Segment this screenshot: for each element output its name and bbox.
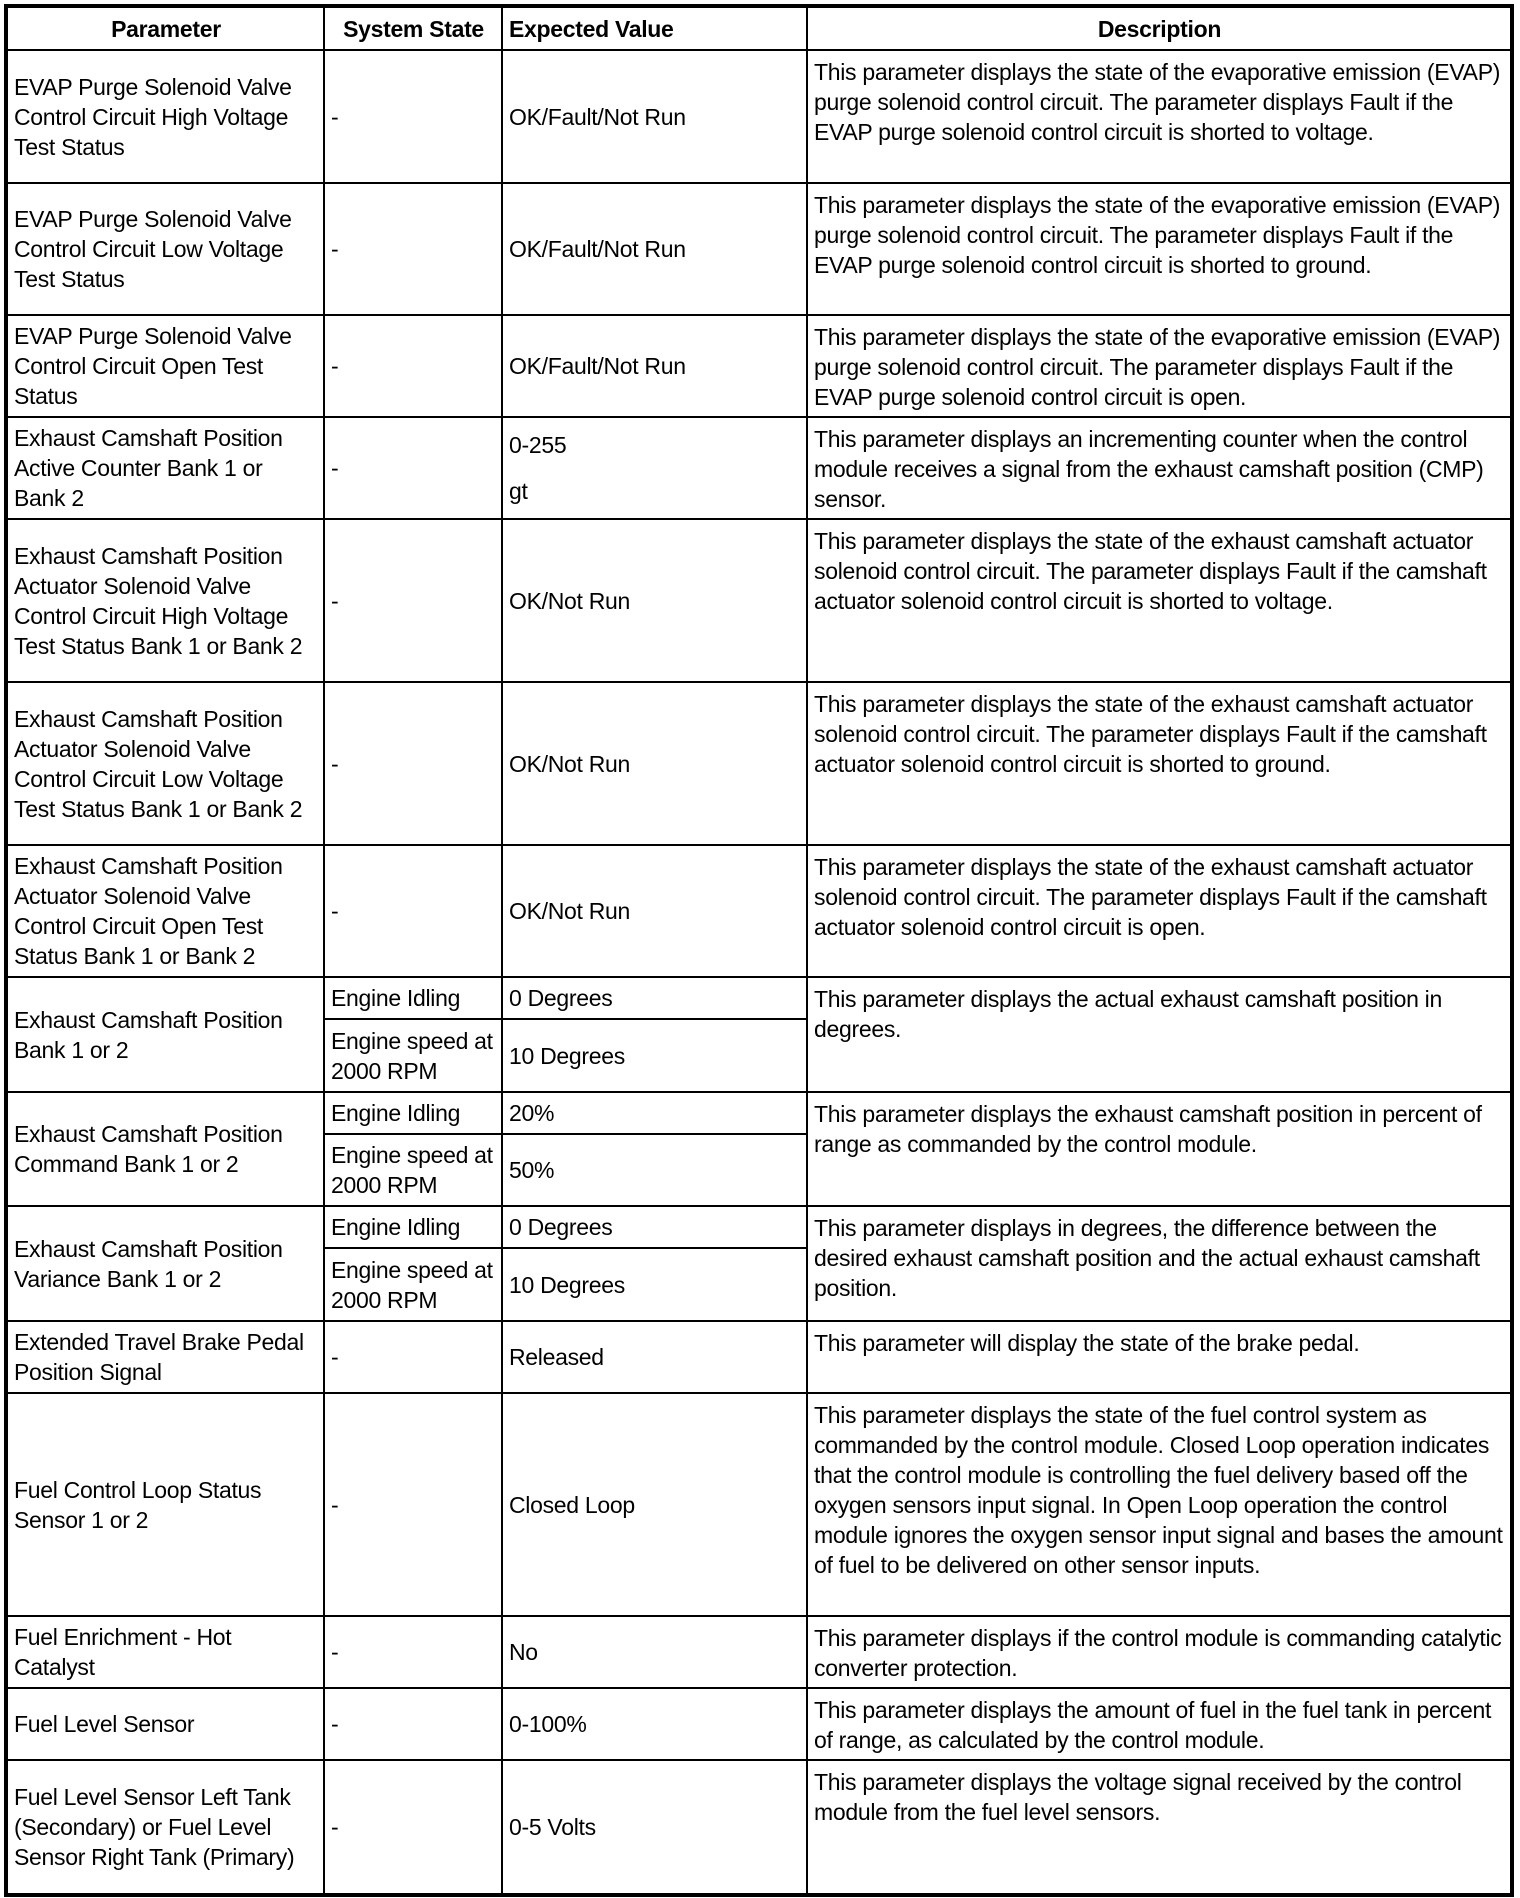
system-state-cell: Engine speed at 2000 RPM [324, 1019, 502, 1092]
system-state-cell: - [324, 1321, 502, 1393]
parameter-cell: Exhaust Camshaft Position Actuator Solenoid Valve Control Circuit Low Voltage Test Status Bank 1 or Bank 2 [6, 682, 324, 845]
system-state-cell: Engine Idling [324, 977, 502, 1019]
expected-value-cell [502, 417, 807, 519]
description-cell: This parameter displays the amount of fuel in the fuel tank in percent of range, as calculated by the control module. [807, 1688, 1512, 1760]
table-row [6, 315, 1512, 417]
expected-value-extra: gt [509, 478, 528, 504]
expected-value-cell: 20% [502, 1092, 807, 1134]
expected-value-cell: OK/Not Run [502, 519, 807, 682]
table-row [6, 519, 1512, 682]
table-row [6, 1688, 1512, 1760]
parameter-cell: Fuel Control Loop Status Sensor 1 or 2 [6, 1393, 324, 1616]
description-cell: This parameter displays the state of the evaporative emission (EVAP) purge solenoid control circuit. The parameter displays Fault if the EVAP purge solenoid control circuit is open. [807, 315, 1512, 417]
description-cell: This parameter displays the state of the evaporative emission (EVAP) purge solenoid control circuit. The parameter displays Fault if the EVAP purge solenoid control circuit is shorted to ground. [807, 183, 1512, 315]
parameter-cell: EVAP Purge Solenoid Valve Control Circuit Open Test Status [6, 315, 324, 417]
expected-value-cell: OK/Fault/Not Run [502, 183, 807, 315]
parameter-cell: Exhaust Camshaft Position Variance Bank 1 or 2 [6, 1206, 324, 1321]
description-cell: This parameter displays if the control module is commanding catalytic converter protection. [807, 1616, 1512, 1688]
expected-value-cell: 0 Degrees [502, 977, 807, 1019]
table-row [6, 1616, 1512, 1688]
table-row [6, 977, 1512, 1019]
table-row [6, 1092, 1512, 1134]
table-row [6, 183, 1512, 315]
description-cell: This parameter displays the state of the fuel control system as commanded by the control module. Closed Loop operation indicates that the control module is controlling the fuel delivery based off the oxygen sensors input signal. In Open Loop operation the control module ignores the oxygen sensor input signal and bases the amount of fuel to be delivered on other sensor inputs. [807, 1393, 1512, 1616]
parameter-cell: Exhaust Camshaft Position Command Bank 1 or 2 [6, 1092, 324, 1206]
expected-value-range: 0-255 [509, 432, 567, 458]
table-row [6, 50, 1512, 183]
system-state-cell: Engine Idling [324, 1206, 502, 1248]
expected-value-cell: 0-5 Volts [502, 1760, 807, 1895]
description-cell: This parameter displays the state of the exhaust camshaft actuator solenoid control circuit. The parameter displays Fault if the camshaft actuator solenoid control circuit is shorted to voltage. [807, 519, 1512, 682]
parameter-cell: Extended Travel Brake Pedal Position Signal [6, 1321, 324, 1393]
system-state-cell: Engine speed at 2000 RPM [324, 1134, 502, 1206]
expected-value-cell: Closed Loop [502, 1393, 807, 1616]
description-cell: This parameter displays the state of the evaporative emission (EVAP) purge solenoid control circuit. The parameter displays Fault if the EVAP purge solenoid control circuit is shorted to voltage. [807, 50, 1512, 183]
system-state-cell: - [324, 50, 502, 183]
description-cell: This parameter displays in degrees, the difference between the desired exhaust camshaft position and the actual exhaust camshaft position. [807, 1206, 1512, 1321]
expected-value-cell: 0 Degrees [502, 1206, 807, 1248]
description-cell: This parameter displays the voltage signal received by the control module from the fuel level sensors. [807, 1760, 1512, 1895]
description-cell: This parameter displays the exhaust camshaft position in percent of range as commanded by the control module. [807, 1092, 1512, 1206]
system-state-cell: - [324, 183, 502, 315]
table-row [6, 682, 1512, 845]
parameter-cell: EVAP Purge Solenoid Valve Control Circuit Low Voltage Test Status [6, 183, 324, 315]
header-description: Description [807, 6, 1512, 50]
description-cell: This parameter will display the state of the brake pedal. [807, 1321, 1512, 1393]
expected-value-cell: 10 Degrees [502, 1248, 807, 1321]
system-state-cell: - [324, 1688, 502, 1760]
system-state-cell: Engine Idling [324, 1092, 502, 1134]
system-state-cell: - [324, 417, 502, 519]
table-row [6, 845, 1512, 977]
header-parameter: Parameter [6, 6, 324, 50]
system-state-cell: - [324, 1393, 502, 1616]
header-expected-value: Expected Value [502, 6, 807, 50]
system-state-cell: - [324, 1616, 502, 1688]
parameter-cell: Exhaust Camshaft Position Bank 1 or 2 [6, 977, 324, 1092]
expected-value-cell: Released [502, 1321, 807, 1393]
parameter-cell: Exhaust Camshaft Position Active Counter Bank 1 or Bank 2 [6, 417, 324, 519]
description-cell: This parameter displays the state of the exhaust camshaft actuator solenoid control circuit. The parameter displays Fault if the camshaft actuator solenoid control circuit is open. [807, 845, 1512, 977]
parameter-table [4, 4, 1514, 1897]
parameter-cell: Exhaust Camshaft Position Actuator Solenoid Valve Control Circuit High Voltage Test Status Bank 1 or Bank 2 [6, 519, 324, 682]
expected-value-cell: OK/Not Run [502, 682, 807, 845]
expected-value-cell: OK/Fault/Not Run [502, 50, 807, 183]
header-row [6, 6, 1512, 50]
expected-value-cell: 50% [502, 1134, 807, 1206]
system-state-cell: - [324, 519, 502, 682]
parameter-cell: Fuel Enrichment - Hot Catalyst [6, 1616, 324, 1688]
expected-value-cell: 0-100% [502, 1688, 807, 1760]
system-state-cell: - [324, 682, 502, 845]
parameter-cell: Fuel Level Sensor [6, 1688, 324, 1760]
description-cell: This parameter displays the actual exhaust camshaft position in degrees. [807, 977, 1512, 1092]
system-state-cell: Engine speed at 2000 RPM [324, 1248, 502, 1321]
system-state-cell: - [324, 315, 502, 417]
table-row [6, 1206, 1512, 1248]
expected-value-cell: 10 Degrees [502, 1019, 807, 1092]
table-row [6, 1321, 1512, 1393]
table-row [6, 1760, 1512, 1895]
expected-value-cell: OK/Not Run [502, 845, 807, 977]
system-state-cell: - [324, 1760, 502, 1895]
header-system-state: System State [324, 6, 502, 50]
description-cell: This parameter displays an incrementing counter when the control module receives a signal from the exhaust camshaft position (CMP) sensor. [807, 417, 1512, 519]
table-row [6, 1393, 1512, 1616]
expected-value-cell: No [502, 1616, 807, 1688]
parameter-cell: Fuel Level Sensor Left Tank (Secondary) or Fuel Level Sensor Right Tank (Primary) [6, 1760, 324, 1895]
table-row [6, 417, 1512, 519]
system-state-cell: - [324, 845, 502, 977]
expected-value-cell: OK/Fault/Not Run [502, 315, 807, 417]
parameter-cell: EVAP Purge Solenoid Valve Control Circuit High Voltage Test Status [6, 50, 324, 183]
description-cell: This parameter displays the state of the exhaust camshaft actuator solenoid control circuit. The parameter displays Fault if the camshaft actuator solenoid control circuit is shorted to ground. [807, 682, 1512, 845]
parameter-cell: Exhaust Camshaft Position Actuator Solenoid Valve Control Circuit Open Test Status Bank 1 or Bank 2 [6, 845, 324, 977]
